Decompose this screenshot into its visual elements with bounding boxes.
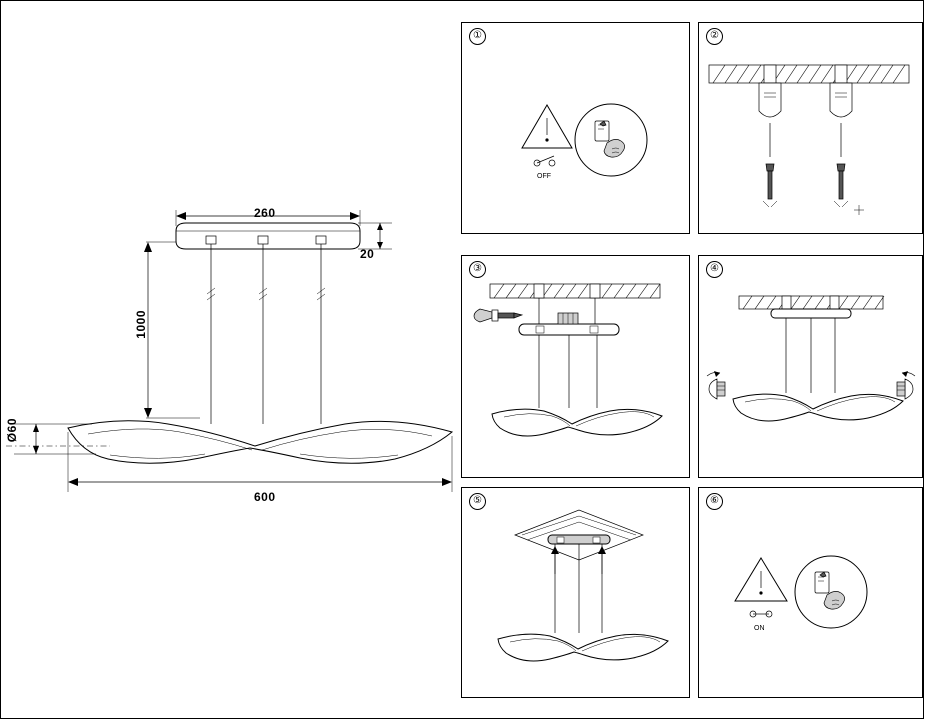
switch-off-icon: [534, 156, 555, 166]
bulb-icon-right: [897, 371, 915, 399]
anchor-icon-left: [759, 83, 781, 157]
ceiling-hatch-icon: [739, 296, 884, 309]
screwdriver-icon: [474, 309, 522, 322]
dim-label-diameter: Ø60: [5, 418, 19, 443]
step-3-illustration: [462, 256, 689, 477]
suspension-cables: [539, 335, 597, 408]
ceiling-hatch-icon: [490, 284, 660, 298]
step-1-illustration: [462, 23, 689, 233]
step-5-illustration: [462, 488, 689, 697]
screw-icon-right: [834, 164, 848, 207]
step-panel-4: [698, 255, 923, 478]
step-number-2: ②: [706, 28, 723, 45]
step-panel-6: [698, 487, 923, 698]
step-1-label-off: OFF: [537, 173, 551, 180]
step-number-1: ①: [469, 28, 486, 45]
lamp-body: [68, 421, 452, 463]
step-4-illustration: [699, 256, 922, 477]
step-number-6: ⑥: [706, 493, 723, 510]
lamp-body: [733, 394, 903, 421]
step-panel-3: [461, 255, 690, 478]
canopy-plate: [771, 309, 851, 318]
step-number-4: ④: [706, 261, 723, 278]
dim-label-1000: 1000: [134, 310, 148, 339]
terminal-block-icon: [558, 313, 578, 324]
warning-triangle-icon: [735, 558, 787, 601]
step-panel-5: [461, 487, 690, 698]
lamp-body: [498, 634, 668, 661]
step-6-illustration: [699, 488, 922, 697]
canopy-base-plate: [548, 535, 610, 544]
dim-label-600: 600: [254, 490, 276, 504]
step-number-3: ③: [469, 261, 486, 278]
dim-label-20: 20: [360, 247, 375, 261]
step-2-illustration: [699, 23, 922, 233]
step-panel-2: [698, 22, 923, 234]
center-mark-icon: [854, 205, 864, 215]
step-number-5: ⑤: [469, 493, 486, 510]
dim-label-260: 260: [254, 206, 276, 220]
dimension-canopy-thickness: [358, 223, 392, 249]
suspension-cables: [207, 244, 325, 424]
screw-icon-left: [763, 164, 777, 207]
step-panel-1: [461, 22, 690, 234]
hand-switch-icon: [795, 556, 867, 628]
hand-switch-icon: [575, 104, 647, 176]
switch-on-icon: [750, 611, 772, 617]
dimension-drop-length: [144, 242, 200, 418]
anchor-icon-right: [830, 83, 852, 157]
suspension-cables: [786, 318, 835, 393]
canopy-plate: [176, 223, 360, 249]
step-6-label-on: ON: [754, 625, 765, 632]
ceiling-hatch-icon: [709, 65, 909, 83]
main-product-view: [0, 170, 460, 710]
warning-triangle-icon: [522, 105, 572, 148]
lamp-body: [492, 409, 662, 436]
canopy-base-plate: [519, 324, 619, 335]
bulb-icon-left: [707, 371, 725, 399]
